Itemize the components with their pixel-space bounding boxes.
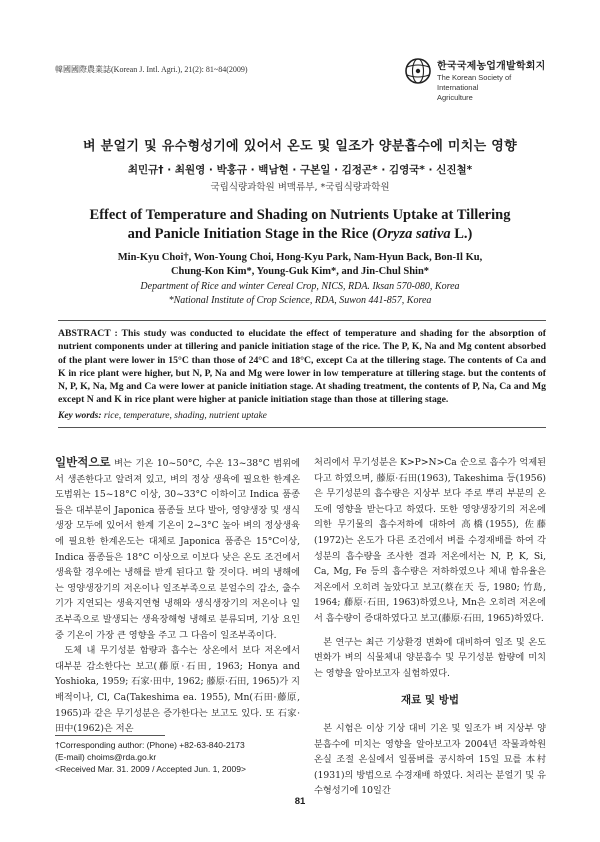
title-english-line2-text: and Panicle Initiation Stage in the Rice (	[127, 226, 377, 242]
keywords-list: rice, temperature, shading, nutrient uptake	[101, 410, 267, 421]
author-email: (E-mail) choims@rda.go.kr	[55, 752, 157, 762]
society-name-english-line1: The Korean Society of International	[437, 73, 512, 92]
authors-english-line1: Min-Kyu Choi†, Won-Young Choi, Hong-Kyu Park, Nam-Hyun Back, Bon-Il Ku,	[117, 252, 483, 263]
received-accepted-dates: <Received Mar. 31. 2009 / Accepted Jun. 1, 2009>	[55, 764, 246, 774]
section-heading-methods: 재료 및 방법	[400, 694, 460, 707]
society-name-korean: 한국국제농업개발학회지	[437, 61, 546, 72]
title-english-line2	[40, 225, 560, 244]
intro-paragraph-4: 본 연구는 최근 기상환경 변화에 대비하여 일조 및 온도변화가 벼의 식물체내 양분흡수 및 무기성분 함량에 미치는 영향을 알아보고자 실험하였다.	[314, 636, 546, 679]
title-english-line2-tail: L.)	[450, 226, 473, 242]
title-english-line1: Effect of Temperature and Shading on Nutrients Uptake at Tillering	[89, 207, 511, 223]
footnote-divider	[55, 735, 165, 736]
methods-paragraph-1: 본 시험은 이상 기상 대비 기온 및 일조가 벼 지상부 양분흡수에 미치는 영향을 알아보고자 2004년 작물과학원 온실 조절 온실에서 일품벼를 공시하여 15일 묘를 本村(1931)의 방법으로 수경재배 하였다. 처리는 분얼기 및 유수형성기에 10일간	[314, 722, 546, 797]
abstract-body: This study was conducted to elucidate the effect of temperature and shading for the absorption of nutrient components under at tillering and panicle initiation stage of the rice. The P, K, Na and Mg content absorbed of the plant were lower in 15°C than those of 24°C and 18°C, except Ca at the tillering stage. The contents of Ca and K in rice plant were higher, but N, P, Na and Mg were lower in low temperature at tillering stage. but the contents of N, P, K, Na, Mg and Ca were lower at panicle initiation stage. At shading treatment, the contents of P, Na, Ca and Mg except N and K in rice plant were higher at panicle initiation stage than those at tillering stage.	[58, 328, 546, 406]
journal-citation: 韓國國際農業誌(Korean J. Intl. Agri.), 21(2): 81~84(2009)	[55, 65, 248, 74]
intro-paragraph-1-text: 벼는 기온 10~50°C, 수온 13~38°C 범위에서 생존한다고 알려져 있고, 벼의 정상 생육에 필요한 한계온도범위는 15~18°C 이상, 30~33°C 이하이고 Indica 품종들은 대부분이 Japonica 품종들 보다 발아, 영양생장 및 생식생장 모두에 있어서 한계 기온이 2~3°C 높아 벼의 정상생육에 필요한 한계온도는 대체로 Japonica 품종은 15°C이상, Indica 품종들은 18°C 이상으로 이보다 낮은 온도 조건에서 생육할 경우에는 냉해를 받게 된다고 할 것이다. 벼의 냉해에는 영양생장기의 저온이나 일조부족으로 분얼수의 감소, 출수기가 지연되는 생육지연형 냉해와 생식생장기의 저온이나 일조부족으로 발생되는 생육장해형 냉해로 분류되며, 기상 요인 중 기온이 가장 큰 영향을 주고 그 다음이 일조부족이다.	[55, 458, 300, 641]
authors-english	[40, 251, 560, 279]
affiliation-english-line2: *National Institute of Crop Science, RDA, Suwon 441-857, Korea	[168, 294, 432, 306]
title-english	[40, 206, 560, 244]
keywords-label: Key words:	[58, 410, 102, 421]
authors-korean: 최민규† · 최원영 · 박홍규 · 백남현 · 구본일 · 김정곤* · 김영국* · 신진철*	[127, 164, 473, 176]
page-number: 81	[294, 796, 306, 807]
intro-paragraph-1	[55, 455, 300, 643]
keywords-line	[58, 411, 546, 421]
footnote	[55, 739, 300, 775]
society-emblem-icon	[404, 57, 432, 85]
intro-paragraph-3: 처리에서 무기성분은 K>P>N>Ca 순으로 흡수가 억제된다고 하였으며, 藤原·石田(1963), Takeshima 등(1956)은 무기성분의 흡수량은 지상부 보다 주로 뿌리 부분의 온도에 영향을 받는다고 하였다. 또한 영양생장기의 저온에 의한 무기물의 흡수저하에 대하여 高橋(1955), 佐藤(1972)는 온도가 다른 조건에서 벼를 수경재배를 하여 각 성분의 흡수량을 조사한 결과 저온에서는 N, P, K, Si, Ca, Mg, Fe 등의 흡수량은 저하하였으나 체내 함유율은 저온에서 오히려 높았다고 보고(蔡在天 등, 1980; 竹島, 1964; 藤原·石田, 1963)하였으나, Mn은 오히려 저온에서 흡수량이 증대하였다고 보고(藤原·石田, 1965)하였다.	[314, 457, 546, 624]
corresponding-author: †Corresponding author: (Phone) +82-63-840-2173	[55, 740, 245, 750]
society-logo	[404, 55, 554, 102]
abstract-label: ABSTRACT :	[58, 328, 118, 339]
affiliation-english-line1: Department of Rice and winter Cereal Crop, NICS, RDA. Iksan 570-080, Korea	[140, 281, 460, 292]
abstract-box	[58, 320, 546, 428]
society-name-english-line2: Agriculture	[437, 93, 473, 102]
affiliation-english	[40, 280, 560, 307]
left-column	[55, 455, 300, 737]
society-name-english	[437, 73, 554, 103]
species-name: Oryza sativa	[376, 226, 451, 242]
abstract-paragraph	[58, 327, 546, 407]
authors-english-line2: Chung-Kon Kim*, Young-Guk Kim*, and Jin-Chul Shin*	[170, 266, 430, 277]
affiliation-korean: 국립식량과학원 벼맥류부, *국립식량과학원	[210, 182, 390, 193]
intro-lead-word: 일반적으로	[55, 455, 111, 469]
right-column	[314, 455, 546, 799]
intro-paragraph-2: 도체 내 무기성분 함량과 흡수는 상온에서 보다 저온에서 대부분 감소한다는 보고(藤原·石田, 1963; Honya and Yoshioka, 1959; 石家·田中, 1962; 藤原·石田, 1965)가 지배적이나, Cl, Ca(Takeshima ea. 1955), Mn(石田·藤原, 1965)과 같은 무기성분은 증가한다는 보고도 있다. 또 石家·田中(1962)은 저온	[55, 645, 300, 735]
title-korean: 벼 분얼기 및 유수형성기에 있어서 온도 및 일조가 양분흡수에 미치는 영향	[83, 139, 517, 154]
